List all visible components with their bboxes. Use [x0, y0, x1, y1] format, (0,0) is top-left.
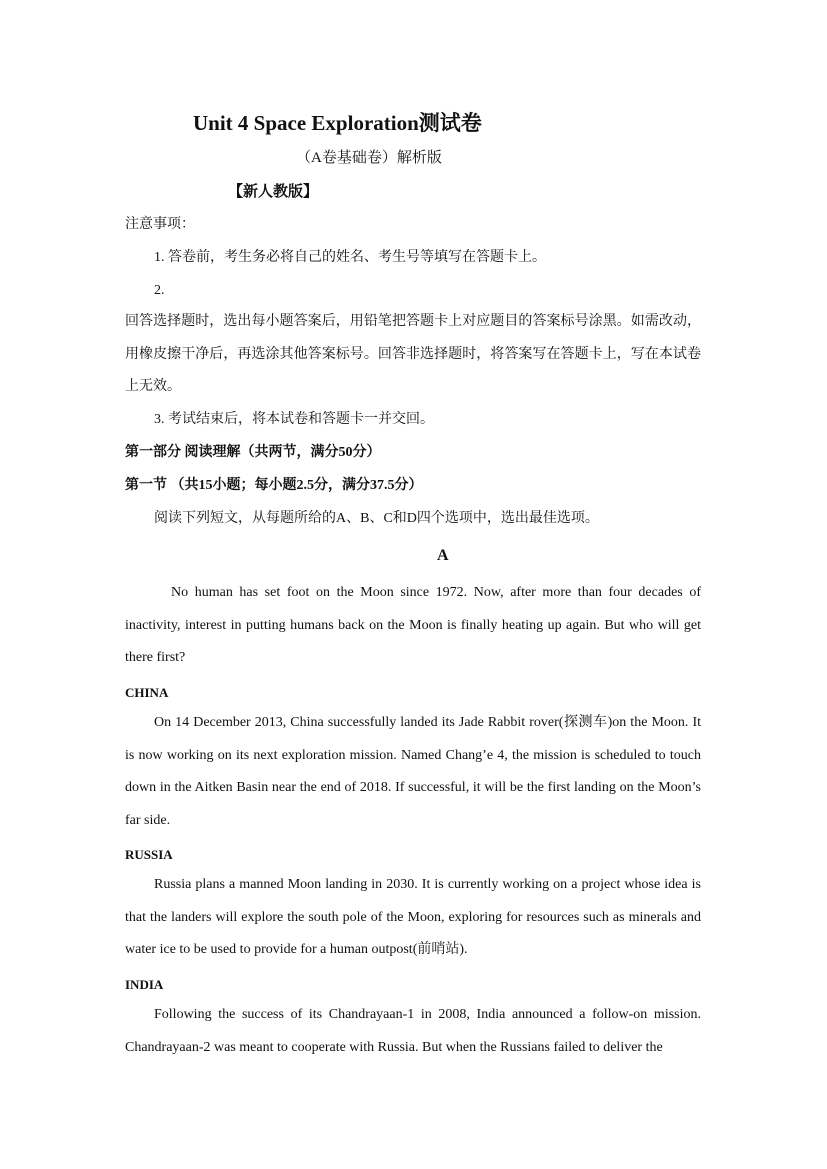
passage-intro: No human has set foot on the Moon since 1972. Now, after more than four decades of inactivity, interest in putting humans back on the Moon is finally heating up again. But who will get there first?	[125, 585, 701, 665]
notes-heading: 注意事项：	[125, 217, 195, 232]
document-title: Unit 4 Space Exploration测试卷	[193, 111, 482, 135]
section-heading: 第一节 （共15小题；每小题2.5分，满分37.5分）	[125, 478, 423, 493]
section-instruction: 阅读下列短文，从每题所给的A、B、C和D四个选项中，选出最佳选项。	[154, 511, 599, 526]
part-heading: 第一部分 阅读理解（共两节，满分50分）	[125, 445, 381, 460]
india-text: Following the success of its Chandrayaan-1 in 2008, India announced a follow-on mission. Chandrayaan-2 was meant to cooperate with Russia. But when the Russians failed to deliver the	[125, 1007, 701, 1055]
edition-label: 【新人教版】	[228, 184, 319, 200]
india-heading: INDIA	[125, 977, 164, 992]
notes-item-3: 3. 考试结束后，将本试卷和答题卡一并交回。	[154, 412, 434, 427]
passage-label: A	[437, 547, 449, 564]
russia-heading: RUSSIA	[125, 847, 173, 862]
document-subtitle: （A卷基础卷）解析版	[296, 150, 442, 166]
notes-item-2-number: 2.	[154, 283, 165, 298]
notes-item-1: 1. 答卷前，考生务必将自己的姓名、考生号等填写在答题卡上。	[154, 250, 546, 265]
russia-text: Russia plans a manned Moon landing in 2030. It is currently working on a project whose idea is that the landers will explore the south pole of the Moon, exploring for resources such as minerals and water ice to be used to provide for a human outpost(前哨站).	[125, 877, 701, 957]
china-heading: CHINA	[125, 685, 169, 700]
china-text: On 14 December 2013, China successfully landed its Jade Rabbit rover(探测车)on the Moon. It is now working on its next exploration mission. Named Chang’e 4, the mission is scheduled to touch down in the Aitken Basin near the end of 2018. If successful, it will be the first landing on the Moon’s far side.	[125, 715, 701, 828]
notes-item-2-text: 回答选择题时，选出每小题答案后，用铅笔把答题卡上对应题目的答案标号涂黑。如需改动，用橡皮擦干净后，再选涂其他答案标号。回答非选择题时，将答案写在答题卡上，写在本试卷上无效。	[125, 314, 701, 394]
